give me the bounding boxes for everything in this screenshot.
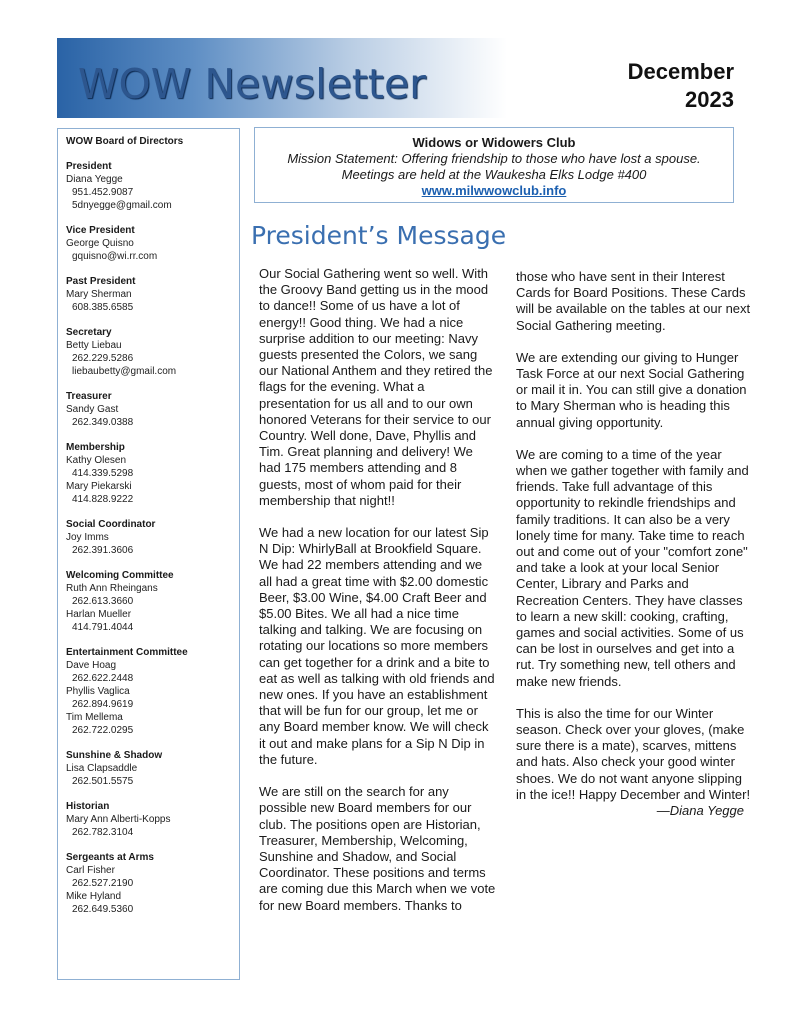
role-title: Membership [66,442,125,453]
board-role [66,160,239,212]
member-phone: 262.527.2190 [72,878,134,889]
role-title: Sergeants at Arms [66,852,154,863]
member-phone: 262.782.3104 [72,827,134,838]
issue-date [628,58,734,114]
board-role [66,390,239,429]
board-role [66,569,239,634]
member-phone: 262.894.9619 [72,699,134,710]
issue-month: December [627,59,734,84]
member-name: Joy Imms [66,532,109,543]
board-role [66,749,239,788]
paragraph: This is also the time for our Winter season. Check over your gloves, (make sure there is a mate), scarves, mittens and hats. Also check your good winter shoes. We do not want anyone slipping in the ice!! Happy December and Winter! [516,705,751,802]
member-phone: 414.339.5298 [72,468,134,479]
paragraph: those who have sent in their Interest Cards for Board Positions. These Cards will be available on the tables at our next Social Gathering meeting. [516,269,751,333]
meeting-location: Meetings are held at the Waukesha Elks Lodge #400 [341,167,647,182]
member-phone: 262.722.0295 [72,725,134,736]
board-heading: WOW Board of Directors [66,136,184,147]
member-email: gquisno@wi.rr.com [72,251,158,262]
member-phone: 262.622.2448 [72,673,134,684]
role-title: Welcoming Committee [66,570,174,581]
author-signature: —Diana Yegge [656,803,744,819]
paragraph: We are still on the search for any possible new Board members for our club. The positions open are Historian, Treasurer, Membership, Welcoming, Sunshine and Shadow, and Social Coordinator. These positions and terms are coming due this March when we vote for new Board members. Thanks to [259,784,496,913]
member-name: Mary Ann Alberti-Kopps [66,814,171,825]
article-column-2 [516,269,752,835]
member-email: 5dnyegge@gmail.com [72,200,172,211]
paragraph: Our Social Gathering went so well. With the Groovy Band getting us in the mood to dance!! Some of us have a lot of energy!! Good thing. We had a nice surprise addition to our meeting: Navy guests presented the Colors, we sang our National Anthem and they retired the flags for the evening. What a presentation for us all and to our own honored Veterans for their service to our Country. Well done, Dave, Phyllis and Tim. Great planning and delivery! We had 175 members attending and 8 guests, most of whom paid for their membership that night!! [259,266,493,508]
role-title: Vice President [66,225,135,236]
paragraph: We are coming to a time of the year when we gather together with family and friends. Take full advantage of this opportunity to rekindle friendships and family traditions. It can also be a very lonely time for many. Take time to reach out and come out of your "comfort zone" and take a look at your local Senior Center, Library and Parks and Recreation Centers. They have classes to learn a new skill: cooking, crafting, games and social activities. Some of us can be lost in ourselves and get into a rut. Try something new, tell others and make new friends. [516,446,749,689]
member-name: Dave Hoag [66,660,117,671]
board-role [66,518,239,557]
member-name: Tim Mellema [66,712,123,723]
role-title: Social Coordinator [66,519,156,530]
member-phone: 951.452.9087 [72,187,134,198]
board-role [66,800,239,839]
member-name: Ruth Ann Rheingans [66,583,158,594]
role-title: Entertainment Committee [66,647,188,658]
board-role [66,326,239,378]
member-name: Lisa Clapsaddle [66,763,138,774]
role-title: Historian [66,801,110,812]
member-phone: 262.613.3660 [72,596,134,607]
newsletter-title: WOW Newsletter [78,60,427,108]
mission-statement: Mission Statement: Offering friendship to those who have lost a spouse. [287,151,701,166]
member-name: Mike Hyland [66,891,122,902]
issue-year: 2023 [685,87,734,112]
article-title: President’s Message [251,221,507,250]
club-name: Widows or Widowers Club [412,135,576,150]
paragraph: We had a new location for our latest Sip N Dip: WhirlyBall at Brookfield Square. We had 22 members attending and we all had a great time with $2.00 domestic Beer, $3.00 Wine, $4.00 Craft Beer and $5.00 Bites. We all had a nice time talking and talking. We are focusing on rotating our locations so more members can get together for a drink and a bite to eat as well as talking with old friends and new ones. If you have an establishment that will be fun for our group, let me or any Board member know. We will check it out and make plans for a Sip N Dip in the future. [259,525,495,767]
paragraph: We are extending our giving to Hunger Task Force at our next Social Gathering or mail it in. You can still give a donation to Mary Sherman who is heading this annual giving opportunity. [516,349,747,430]
member-phone: 262.229.5286 [72,353,134,364]
board-roles [66,160,239,916]
role-title: Past President [66,276,136,287]
role-title: Secretary [66,327,112,338]
member-name: Mary Piekarski [66,481,132,492]
board-role [66,646,239,737]
member-name: Carl Fisher [66,865,115,876]
member-phone: 608.385.6585 [72,302,134,313]
member-phone: 262.501.5575 [72,776,134,787]
board-directory [57,128,240,980]
role-title: Treasurer [66,391,112,402]
article-column-1 [259,266,496,930]
member-name: George Quisno [66,238,134,249]
member-phone: 414.791.4044 [72,622,134,633]
member-phone: 262.349.0388 [72,417,134,428]
board-role [66,224,239,263]
member-name: Phyllis Vaglica [66,686,130,697]
role-title: Sunshine & Shadow [66,750,163,761]
member-phone: 262.649.5360 [72,904,134,915]
member-name: Kathy Olesen [66,455,127,466]
member-phone: 414.828.9222 [72,494,134,505]
member-name: Diana Yegge [66,174,123,185]
role-title: President [66,161,112,172]
member-name: Harlan Mueller [66,609,132,620]
board-role [66,851,239,916]
member-name: Betty Liebau [66,340,122,351]
member-name: Mary Sherman [66,289,132,300]
member-name: Sandy Gast [66,404,119,415]
board-role [66,275,239,314]
board-role [66,441,239,506]
member-phone: 262.391.3606 [72,545,134,556]
club-info-box [254,127,734,203]
club-website-link[interactable]: www.milwwowclub.info [421,183,567,198]
member-email: liebaubetty@gmail.com [72,366,177,377]
